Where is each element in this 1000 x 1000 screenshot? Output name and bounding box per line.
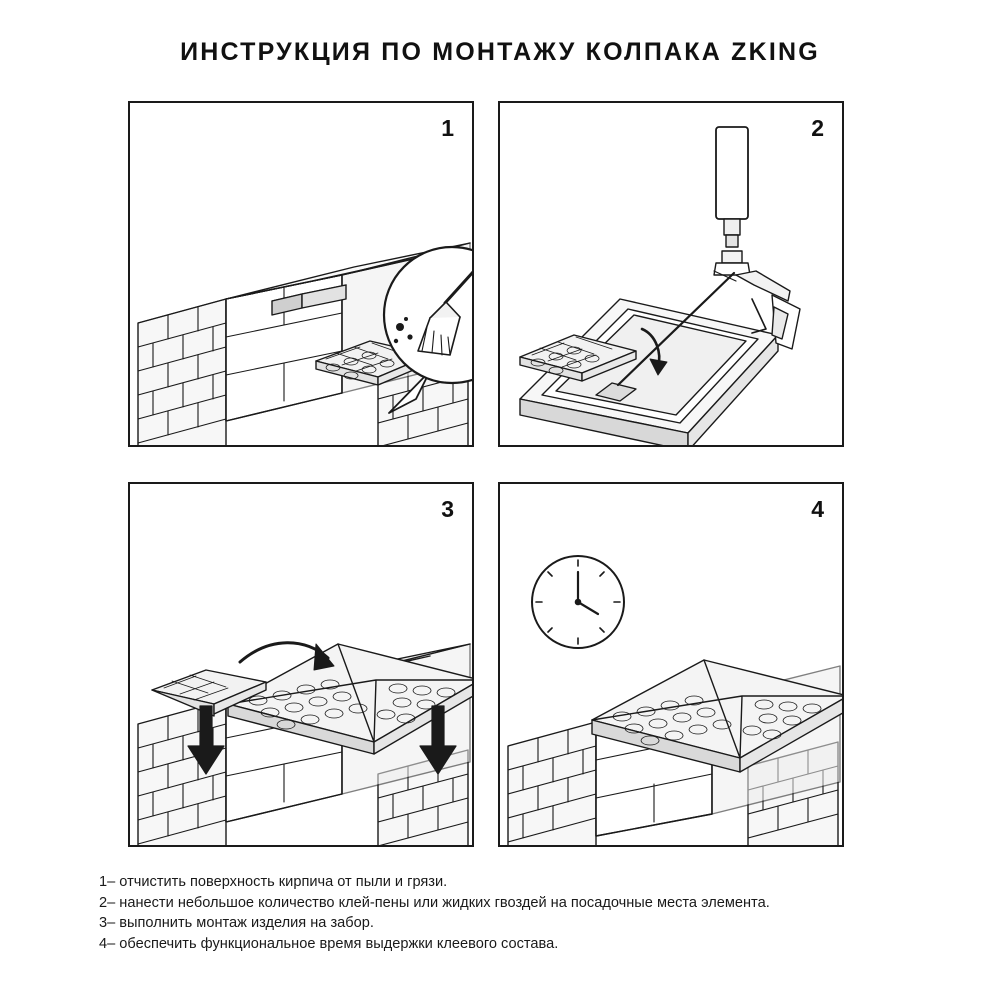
panel-number: 2	[811, 115, 824, 141]
panel-3-illustration	[130, 484, 474, 847]
foam-canister-icon	[716, 127, 748, 247]
panel-step-3	[128, 482, 474, 847]
curved-arrow-icon	[240, 643, 334, 670]
page-title: ИНСТРУКЦИЯ ПО МОНТАЖУ КОЛПАКА ZKING	[180, 38, 820, 66]
panel-number: 4	[811, 496, 824, 522]
panel-1-illustration	[130, 103, 474, 447]
panel-step-2	[498, 101, 844, 447]
brick-wall-icon	[508, 722, 596, 847]
caption-line-2: 2– нанести небольшое количество клей-пены или жидких гвоздей на посадочные места элемента.	[99, 894, 770, 911]
panel-2-illustration	[500, 103, 844, 447]
panel-grid	[128, 101, 844, 847]
caption-line-4: 4– обеспечить функциональное время выдержки клеевого состава.	[99, 935, 559, 952]
brick-wall-icon	[138, 299, 226, 447]
panel-4-illustration	[500, 484, 844, 847]
brick-wall-icon	[138, 700, 226, 847]
clock-icon	[532, 556, 624, 648]
caption-list	[99, 872, 959, 954]
panel-number: 3	[441, 496, 454, 522]
panel-number: 1	[441, 115, 454, 141]
panel-step-1	[128, 101, 474, 447]
caption-line-3: 3– выполнить монтаж изделия на забор.	[99, 915, 374, 931]
panel-step-4	[498, 482, 844, 847]
caption-line-1: 1– отчистить поверхность кирпича от пыли и грязи.	[99, 874, 448, 890]
